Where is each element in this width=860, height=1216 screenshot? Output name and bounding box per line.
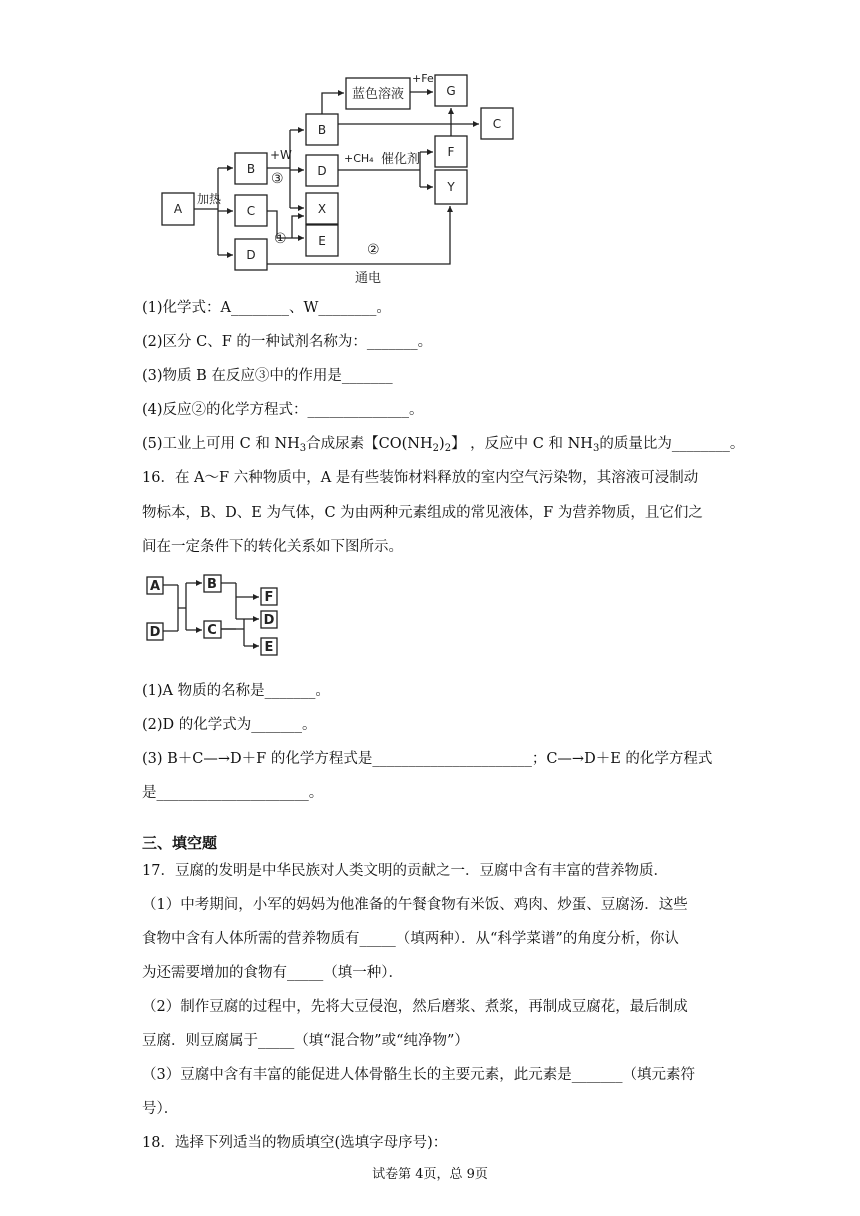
q15-part5-text: 的质量比为________。 xyxy=(599,436,745,452)
q17-part3-line2: 号）． xyxy=(142,1101,179,1117)
subscript: 2 xyxy=(444,443,452,454)
q17-part1-line3: 为还需要增加的食物有_____（填一种）． xyxy=(142,965,403,981)
q18-stem: 18．选择下列适当的物质填空(选填字母序号)： xyxy=(142,1135,448,1151)
reaction-flow-diagram xyxy=(0,0,860,290)
page-footer: 试卷第 4页，总 9页 xyxy=(372,1167,488,1182)
label-reaction-2: ② xyxy=(367,242,380,258)
q15-part1: (1)化学式：A________、W________。 xyxy=(142,300,391,316)
label-reaction-1: ① xyxy=(274,231,287,247)
label-plus-Fe: +Fe xyxy=(412,72,434,85)
q17-part2: （2）制作豆腐的过程中，先将大豆侵泡，然后磨浆、煮浆，再制成豆腐花，最后制成 xyxy=(142,999,688,1015)
q16-part3-cont: 是_____________________。 xyxy=(142,785,324,801)
node-B: B xyxy=(317,123,327,137)
node-E: E xyxy=(264,640,274,655)
label-reaction-3: ③ xyxy=(271,171,284,187)
section-heading: 三、填空题 xyxy=(142,834,218,852)
q15-part5 xyxy=(142,434,744,456)
q16-part2: (2)D 的化学式为_______。 xyxy=(142,717,317,733)
label-plus-W: +W xyxy=(270,148,292,162)
q15-part5-text: 】 ，反应中 C 和 NH xyxy=(451,436,593,452)
q17-part1-line2: 食物中含有人体所需的营养物质有_____（填两种）．从“科学菜谱”的角度分析，你认 xyxy=(142,931,679,947)
label-heat: 加热 xyxy=(197,192,222,206)
node-G: G xyxy=(446,84,456,98)
q17-part2-line2: 豆腐．则豆腐属于_____（填“混合物”或“纯净物”） xyxy=(142,1033,469,1049)
node-F: F xyxy=(447,145,455,159)
q17-part1: （1）中考期间，小军的妈妈为他准备的午餐食物有米饭、鸡肉、炒蛋、豆腐汤．这些 xyxy=(142,897,688,913)
q15-part4: (4)反应②的化学方程式：______________。 xyxy=(142,402,424,418)
subscript: 3 xyxy=(299,443,307,454)
q16-part3: (3) B＋C—→D＋F 的化学方程式是______________________；C—→D＋E 的化学方程式 xyxy=(142,751,713,767)
label-electrify: 通电 xyxy=(355,271,382,286)
q15-part5-text: ) xyxy=(439,436,445,452)
node-C: C xyxy=(492,117,502,131)
q16-stem-line2: 物标本，B、D、E 为气体，C 为由两种元素组成的常见液体，F 为营养物质，且它们之 xyxy=(142,505,703,521)
label-plus-CH4: +CH₄ xyxy=(344,152,374,165)
node-B: B xyxy=(246,162,256,176)
node-X: X xyxy=(317,202,327,216)
node-blue-solution: 蓝色溶液 xyxy=(351,87,405,102)
label-catalyst: 催化剂 xyxy=(381,152,421,167)
q16-part1: (1)A 物质的名称是_______。 xyxy=(142,683,330,699)
q16-stem-line3: 间在一定条件下的转化关系如下图所示。 xyxy=(142,539,403,555)
node-C: C xyxy=(207,623,217,638)
node-A: A xyxy=(149,579,161,594)
q15-part5-text: 合成尿素【CO(NH xyxy=(306,436,433,452)
q16-conversion-diagram xyxy=(0,570,860,670)
node-Y: Y xyxy=(447,180,455,194)
node-D: D xyxy=(317,164,327,178)
node-F: F xyxy=(264,590,274,605)
q17-stem: 17．豆腐的发明是中华民族对人类文明的贡献之一．豆腐中含有丰富的营养物质． xyxy=(142,863,668,879)
node-D: D xyxy=(149,625,161,640)
node-D: D xyxy=(263,613,275,628)
q16-stem-line1: 16．在 A～F 六种物质中，A 是有些装饰材料释放的室内空气污染物，其溶液可浸制动 xyxy=(142,470,699,486)
q17-part3: （3）豆腐中含有丰富的能促进人体骨骼生长的主要元素，此元素是_______（填元素符 xyxy=(142,1067,695,1083)
subscript: 2 xyxy=(432,443,440,454)
q15-part2: (2)区分 C、F 的一种试剂名称为：_______。 xyxy=(142,334,433,350)
node-A: A xyxy=(173,202,183,216)
node-E: E xyxy=(318,234,326,248)
q15-part3: (3)物质 B 在反应③中的作用是_______ xyxy=(142,368,393,384)
q15-part5-text: (5)工业上可用 C 和 NH xyxy=(142,436,300,452)
node-D: D xyxy=(246,248,256,262)
node-C: C xyxy=(246,204,256,218)
node-B: B xyxy=(207,577,217,592)
subscript: 3 xyxy=(592,443,600,454)
